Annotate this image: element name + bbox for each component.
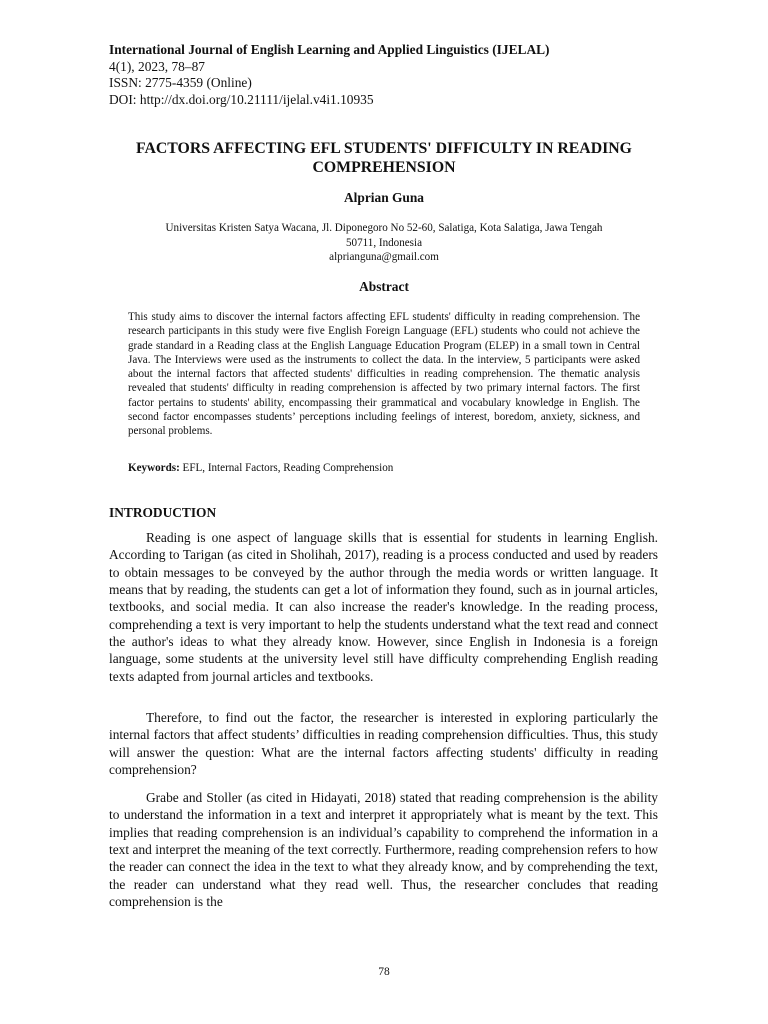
article-title: FACTORS AFFECTING EFL STUDENTS' DIFFICULTY IN READING COMPREHENSION	[136, 140, 632, 176]
body-paragraph: Reading is one aspect of language skills that is essential for students in learning English. According to Tarigan (as cited in Sholihah, 2017), reading is a process conducted and used by readers to obtain messages to be conveyed by the author through the media words or written language. It means that by reading, the students can get a lot of information they found, such as in journal articles, textbooks, and social media. It can also increase the reader's knowledge. In the reading process, comprehending a text is very important to help the students understand what the text read and connect the author's ideas to what they already know. However, since English in Indonesia is a foreign language, some students at the university level still have difficulty comprehending English reading texts adapted from journal articles and textbooks.	[109, 530, 658, 684]
body-paragraph: Grabe and Stoller (as cited in Hidayati, 2018) stated that reading comprehension is the ability to understand the information in a text and interpret it appropriately what is meant by the text. This implies that reading comprehension is an individual’s capability to comprehend the information in a text and interpret the meaning of the text correctly. Furthermore, reading comprehension refers to how the reader can connect the idea in the text to what they already know, and by comprehending the text, the reader can understand what they read well. Thus, the researcher concludes that reading comprehension is the	[109, 790, 658, 910]
keywords-label: Keywords:	[128, 462, 180, 474]
author-email: alprianguna@gmail.com	[329, 251, 439, 263]
affiliation-line-1: Universitas Kristen Satya Wacana, Jl. Diponegoro No 52-60, Salatiga, Kota Salatiga, Jawa Tengah	[165, 222, 603, 234]
body-paragraph: Therefore, to find out the factor, the researcher is interested in exploring particularly the internal factors that affect students’ difficulties in reading comprehension difficulties. Thus, this study will answer the question: What are the internal factors affecting students' difficulty in reading comprehension?	[109, 710, 658, 778]
abstract-heading: Abstract	[359, 279, 409, 294]
page-number: 78	[378, 966, 390, 978]
keywords	[128, 461, 640, 475]
journal-header	[109, 42, 669, 108]
doi: DOI: http://dx.doi.org/10.21111/ijelal.v4i1.10935	[109, 91, 374, 107]
journal-name: International Journal of English Learning and Applied Linguistics (IJELAL)	[109, 42, 550, 57]
author-affiliation	[109, 221, 659, 265]
issn: ISSN: 2775-4359 (Online)	[109, 75, 252, 90]
introduction-heading: INTRODUCTION	[109, 505, 217, 520]
abstract-text: This study aims to discover the internal factors affecting EFL students' difficulty in reading comprehension. The research participants in this study were five English Foreign Language (EFL) students who could not achieve the grade standard in a Reading class at the English Language Education Program (ELEP) in a small town in Central Java. The Interviews were used as the instruments to collect the data. In the interview, 5 participants were asked about the internal factors that affected students' difficulties in reading comprehension. The thematic analysis revealed that students' difficulty in reading comprehension is affected by two primary internal factors. The first factor pertains to students' ability, encompassing their grammatical and vocabulary knowledge in English. The second factor encompasses students’ perceptions including feelings of interest, boredom, anxiety, sickness, and personal problems.	[128, 311, 640, 437]
author-name: Alprian Guna	[344, 190, 424, 205]
affiliation-line-2: 50711, Indonesia	[346, 236, 422, 249]
volume-issue: 4(1), 2023, 78–87	[109, 58, 205, 74]
keywords-list: EFL, Internal Factors, Reading Comprehension	[182, 462, 394, 474]
